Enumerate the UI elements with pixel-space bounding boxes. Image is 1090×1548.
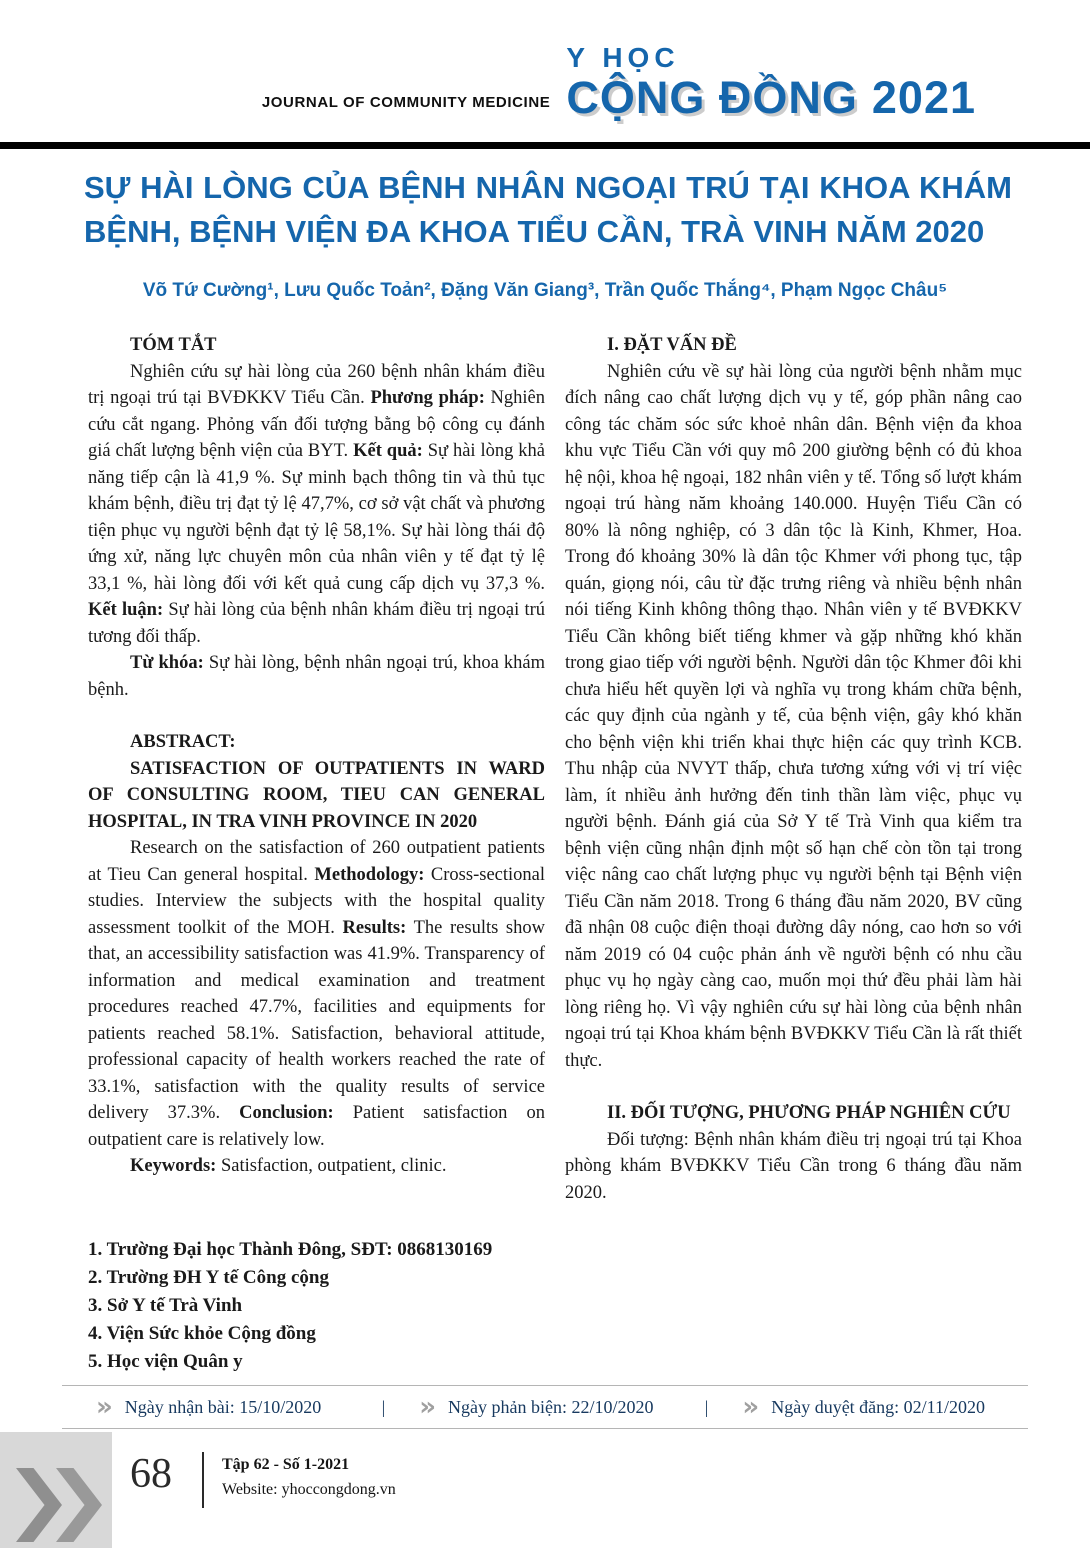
journal-logo bbox=[566, 42, 976, 123]
abstract-en-body: Research on the satisfaction of 260 outpatient patients at Tieu Can general hospital. Methodology: Cross-sectional studies. Interview the subjects with the hospital quality assessment toolkit of the MOH. Results: The results show that, an accessibility satisfaction was 41.9%. Transparency of information and medical examination and treatment procedures reached 47.7%, facilities and equipments for patients reached 58.1%. Satisfaction, behavioral attitude, professional capacity of health workers reached the rate of 33.1%, satisfaction with the quality results of service delivery 37.3%. Conclusion: Patient satisfaction on outpatient care is relatively low. bbox=[88, 838, 545, 1150]
date-separator: | bbox=[381, 1396, 386, 1417]
logo-bottom-line bbox=[566, 72, 976, 123]
logo-year-text: 2021 bbox=[871, 72, 976, 123]
section2-heading: II. ĐỐI TƯỢNG, PHƯƠNG PHÁP NGHIÊN CỨU bbox=[607, 1103, 1011, 1123]
date-accepted bbox=[708, 1392, 1028, 1422]
issue-volume-text: Tập 62 - Số 1-2021 bbox=[222, 1456, 350, 1473]
section1-body: Nghiên cứu về sự hài lòng của người bệnh nhằm mục đích nâng cao chất lượng dịch vụ y tế, góp phần nâng cao công tác chăm sóc sức khoẻ nhân dân. Bệnh viện đa khoa khu vực Tiểu Cần với quy mô 200 giường bệnh có đủ khoa hệ nội, khoa hệ ngoại, 182 nhân viên y tế. Tổng số lượt khám ngoại trú hàng năm khoảng 140.000. Huyện Tiểu Cần có 80% là nông nghiệp, có 3 dân tộc là Kinh, Khmer, Hoa. Trong đó khoảng 30% là dân tộc Khmer với phong tục, tập quán, giọng nói, câu từ đặc trưng riêng và nhiều bệnh nhân nói tiếng Kinh không thông thạo. Nhân viên y tế BVĐKKV Tiểu Cần không biết tiếng khmer và gặp những khó khăn trong giao tiếp với người bệnh. Người dân tộc Khmer đôi khi chưa hiểu hết quyền lợi và nghĩa vụ trong khám chữa bệnh, các quy định của ngành y tế, của bệnh viện, gây khó khăn cho bệnh viện khi triển khai thực hiện các quy trình KCB. Thu nhập của NVYT thấp, chưa tương xứng với vị trí việc làm, ít nhiều ảnh hưởng đến tinh thần làm việc, phục vụ người bệnh. Đánh giá của Sở Y tế Trà Vinh qua kiểm tra bệnh viện cũng nhận định một số hạn chế còn tồn tại trong việc nâng cao chất lượng phục vụ người bệnh tại Bệnh viện Tiểu Cần năm 2018. Trong 6 tháng đầu năm 2020, BV cũng đã nhận 08 cuộc điện thoại đường dây nóng, cao hơn so với năm 2019 có 04 cuộc phản ánh về người bệnh có nhu cầu phục vụ họ ngày càng cao, muốn mọi thứ đều phải làm hài lòng riêng họ. Vì vậy nghiên cứu sự hài lòng của bệnh nhân ngoại trú tại Khoa khám bệnh BVĐKKV Tiểu Cần là rất thiết thực. bbox=[565, 361, 1022, 1071]
page-number: 68 bbox=[130, 1451, 172, 1497]
footer-chevrons-logo bbox=[0, 1432, 112, 1548]
authors-line: Võ Tứ Cường¹, Lưu Quốc Toản², Đặng Văn Giang³, Trần Quốc Thắng⁴, Phạm Ngọc Châu⁵ bbox=[142, 280, 948, 301]
footnote-item: 3. Sở Y tế Trà Vinh bbox=[88, 1295, 243, 1316]
journal-name-text: JOURNAL OF COMMUNITY MEDICINE bbox=[261, 94, 551, 111]
abstract-en-heading: ABSTRACT: bbox=[130, 732, 236, 752]
date-reviewed bbox=[385, 1392, 705, 1422]
author-affiliations bbox=[88, 1236, 492, 1376]
double-chevron-icon: » bbox=[96, 1392, 113, 1422]
footnote-item: 1. Trường Đại học Thành Đông, SĐT: 0868130169 bbox=[88, 1239, 493, 1260]
section2-body: Đối tượng: Bệnh nhân khám điều trị ngoại trú tại Khoa phòng khám BVĐKKV Tiểu Cần trong 6 tháng đầu năm 2020. bbox=[565, 1129, 1022, 1203]
dates-bottom-rule bbox=[62, 1428, 1028, 1429]
journal-header bbox=[261, 42, 976, 123]
footnote-item: 2. Trường ĐH Y tế Công cộng bbox=[88, 1267, 329, 1288]
date-accepted-text: Ngày duyệt đăng: 02/11/2020 bbox=[771, 1396, 986, 1417]
abstract-vi-heading: TÓM TẮT bbox=[130, 335, 217, 355]
header-divider-bar bbox=[0, 142, 1090, 149]
article-title: SỰ HÀI LÒNG CỦA BỆNH NHÂN NGOẠI TRÚ TẠI KHOA KHÁM BỆNH, BỆNH VIỆN ĐA KHOA TIỂU CẦN, TRÀ VINH NĂM 2020 bbox=[84, 170, 1012, 249]
column-right bbox=[565, 332, 1022, 1230]
double-chevron-icon: » bbox=[742, 1392, 760, 1422]
abstract-en-title: SATISFACTION OF OUTPATIENTS IN WARD OF CONSULTING ROOM, TIEU CAN GENERAL HOSPITAL, IN TRA VINH PROVINCE IN 2020 bbox=[88, 758, 545, 832]
footnote-item: 5. Học viện Quân y bbox=[88, 1351, 243, 1372]
issue-website-text: Website: yhoccongdong.vn bbox=[222, 1481, 396, 1498]
section1-heading: I. ĐẶT VẤN ĐỀ bbox=[607, 335, 737, 355]
logo-top-line: Y HỌC bbox=[566, 42, 680, 73]
date-received-text: Ngày nhận bài: 15/10/2020 bbox=[124, 1396, 322, 1417]
body-columns bbox=[88, 332, 1022, 1230]
logo-brand-text: CỘNG ĐỒNG bbox=[566, 72, 858, 123]
double-chevron-icon: » bbox=[419, 1392, 436, 1422]
issue-info bbox=[222, 1452, 396, 1502]
date-reviewed-text: Ngày phản biện: 22/10/2020 bbox=[448, 1396, 654, 1417]
date-received bbox=[62, 1392, 382, 1422]
dates-bar bbox=[62, 1392, 1028, 1422]
abstract-vi-body: Nghiên cứu sự hài lòng của 260 bệnh nhân khám điều trị ngoại trú tại BVĐKKV Tiểu Cần. Phương pháp: Nghiên cứu cắt ngang. Phỏng vấn đối tượng bằng bộ công cụ đánh giá chất lượng bệnh viện của BYT. Kết quả: Sự hài lòng khả năng tiếp cận là 41,9 %. Sự minh bạch thông tin và thủ tục khám bệnh, điều trị đạt tỷ lệ 47,7%, cơ sở vật chất và phương tiện phục vụ người bệnh đạt tỷ lệ 58,1%. Sự hài lòng thái độ ứng xử, năng lực chuyên môn của nhân viên y tế đạt tỷ lệ 33,1 %, hài lòng đối với kết quả cung cấp dịch vụ 37,3 %. Kết luận: Sự hài lòng của bệnh nhân khám điều trị ngoại trú tương đối thấp. bbox=[88, 361, 546, 647]
column-left bbox=[88, 332, 545, 1230]
abstract-vi-keywords: Từ khóa: Sự hài lòng, bệnh nhân ngoại trú, khoa khám bệnh. bbox=[88, 653, 545, 700]
abstract-en-keywords: Keywords: Satisfaction, outpatient, clinic. bbox=[130, 1156, 447, 1176]
footnote-item: 4. Viện Sức khỏe Cộng đồng bbox=[88, 1323, 316, 1344]
footer-divider-line bbox=[202, 1452, 204, 1508]
dates-top-rule bbox=[62, 1385, 1028, 1386]
date-separator: | bbox=[704, 1396, 709, 1417]
